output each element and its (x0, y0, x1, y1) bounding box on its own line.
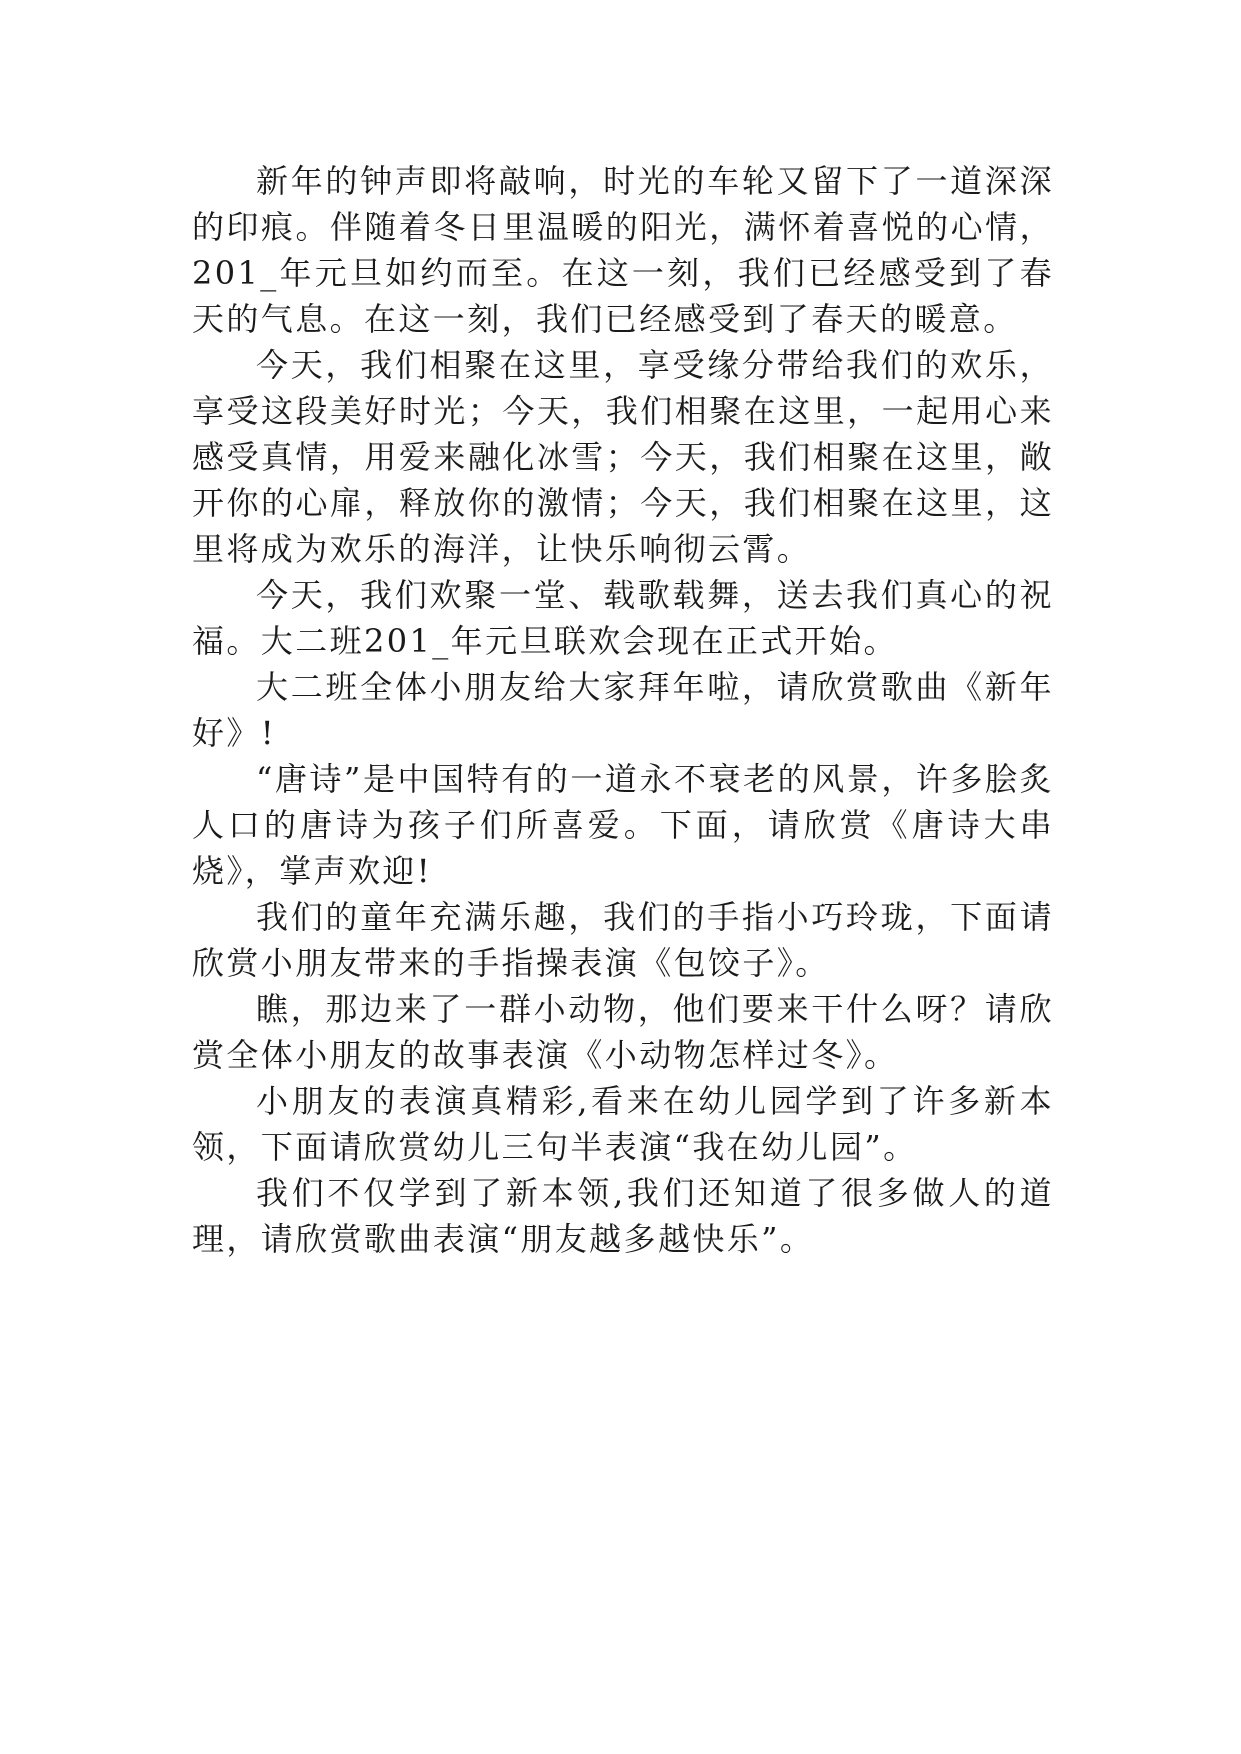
document-body (192, 158, 1054, 1262)
paragraph-friends-song: 我们不仅学到了新本领,我们还知道了很多做人的道理，请欣赏歌曲表演“朋友越多越快乐”。 (192, 1174, 1054, 1258)
paragraph-kindergarten-skit: 小朋友的表演真精彩,看来在幼儿园学到了许多新本领，下面请欣赏幼儿三句半表演“我在幼儿园”。 (192, 1082, 1054, 1166)
paragraph-opening: 新年的钟声即将敲响，时光的车轮又留下了一道深深的印痕。伴随着冬日里温暖的阳光，满怀着喜悦的心情，201_年元旦如约而至。在这一刻，我们已经感受到了春天的气息。在这一刻，我们已经感受到了春天的暖意。 (192, 162, 1054, 338)
paragraph-gathering: 今天，我们相聚在这里，享受缘分带给我们的欢乐，享受这段美好时光；今天，我们相聚在这里，一起用心来感受真情，用爱来融化冰雪；今天，我们相聚在这里，敞开你的心扉，释放你的激情；今天，我们相聚在这里，这里将成为欢乐的海洋，让快乐响彻云霄。 (192, 346, 1054, 568)
paragraph-tang-poems: “唐诗”是中国特有的一道永不衰老的风景，许多脍炙人口的唐诗为孩子们所喜爱。下面，请欣赏《唐诗大串烧》，掌声欢迎! (192, 760, 1054, 890)
paragraph-new-year-song: 大二班全体小朋友给大家拜年啦，请欣赏歌曲《新年好》! (192, 668, 1054, 752)
paragraph-finger-play: 我们的童年充满乐趣，我们的手指小巧玲珑，下面请欣赏小朋友带来的手指操表演《包饺子》。 (192, 898, 1054, 982)
paragraph-animal-story: 瞧，那边来了一群小动物，他们要来干什么呀？请欣赏全体小朋友的故事表演《小动物怎样过冬》。 (192, 990, 1054, 1074)
paragraph-start: 今天，我们欢聚一堂、载歌载舞，送去我们真心的祝福。大二班201_年元旦联欢会现在正式开始。 (192, 576, 1054, 660)
